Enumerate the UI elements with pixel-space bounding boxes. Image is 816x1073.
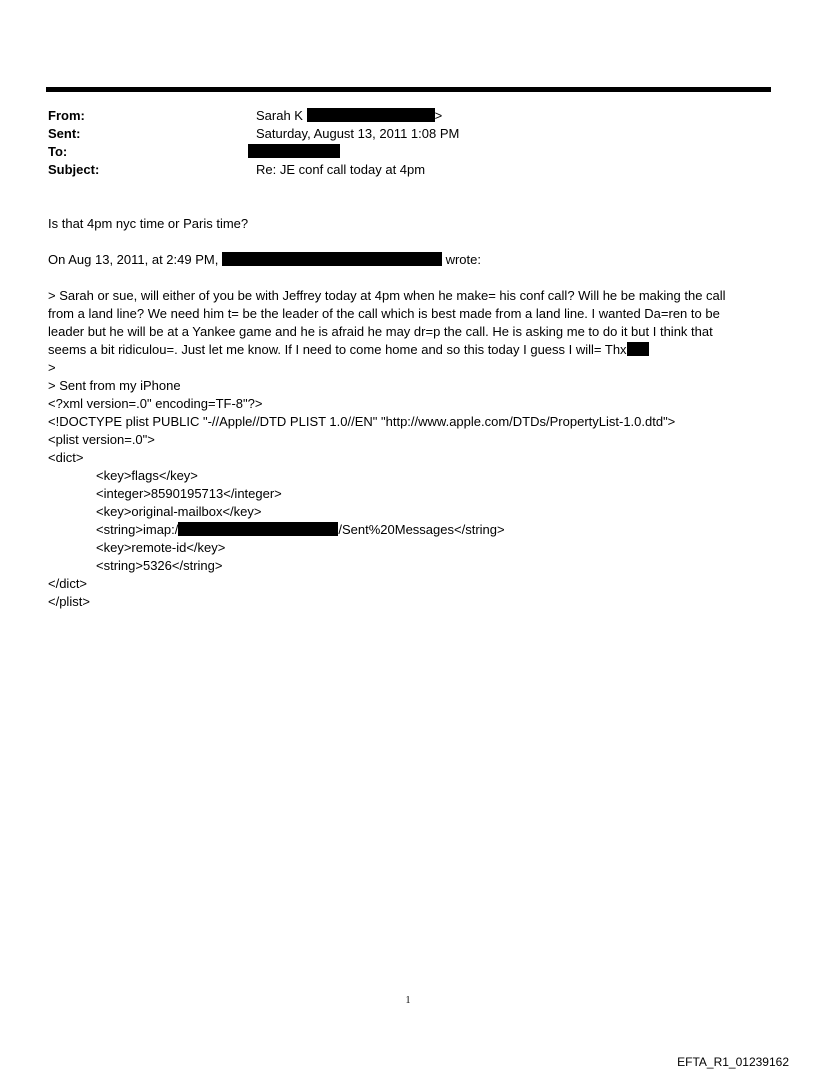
bates-number: EFTA_R1_01239162 [677,1055,789,1069]
from-suffix: > [434,108,443,123]
from-value [256,107,442,125]
attribution-suffix: wrote: [445,252,481,267]
quoted-line: > [48,360,56,375]
xml-line: <key>flags</key> [96,468,198,483]
redaction-box [307,108,435,122]
quoted-line: leader but he will be at a Yankee game and he is afraid he may dr=p the call. He is asking me to do it but I think that [48,324,713,339]
xml-line: </dict> [48,576,88,591]
xml-line: <plist version=.0"> [48,432,155,447]
xml-line: <dict> [48,450,84,465]
xml-line: </plist> [48,594,90,609]
xml-line: <key>remote-id</key> [96,540,226,555]
header-rule [46,87,771,92]
xml-line: <!DOCTYPE plist PUBLIC "-//Apple//DTD PLIST 1.0//EN" "http://www.apple.com/DTDs/PropertyList-1.0.dtd"> [48,414,676,429]
from-label: From: [48,108,85,123]
from-name: Sarah K [256,108,303,123]
xml-line: <integer>8590195713</integer> [96,486,282,501]
to-label: To: [48,144,68,159]
xml-line: <?xml version=.0" encoding=TF-8"?> [48,396,263,411]
subject-value: Re: JE conf call today at 4pm [256,162,426,177]
xml-string-prefix: <string>imap:/ [96,522,179,537]
subject-label: Subject: [48,162,100,177]
sent-value: Saturday, August 13, 2011 1:08 PM [256,126,460,141]
quoted-line: from a land line? We need him t= be the leader of the call which is best made from a land line. I wanted Da=ren to be [48,306,720,321]
redaction-box [178,522,338,536]
quoted-line-text: seems a bit ridiculou=. Just let me know. If I need to come home and so this today I guess I will= Thx [48,342,627,357]
redaction-box [248,144,340,158]
page-number: 1 [405,995,411,1006]
sent-label: Sent: [48,126,81,141]
redaction-box [222,252,442,266]
quoted-line: > Sent from my iPhone [48,378,181,393]
xml-line: <string>5326</string> [96,558,223,573]
attribution-prefix: On Aug 13, 2011, at 2:49 PM, [48,252,219,267]
xml-string-suffix: /Sent%20Messages</string> [338,522,505,537]
xml-line [48,521,773,539]
quoted-message [48,287,773,611]
body-question: Is that 4pm nyc time or Paris time? [48,216,249,231]
redaction-box [627,342,649,356]
xml-line: <key>original-mailbox</key> [96,504,262,519]
quoted-line: > Sarah or sue, will either of you be with Jeffrey today at 4pm when he make= his conf call? Will he be making the call [48,288,726,303]
to-value [256,143,340,161]
quoted-line [48,341,773,359]
attribution-line [48,251,773,269]
